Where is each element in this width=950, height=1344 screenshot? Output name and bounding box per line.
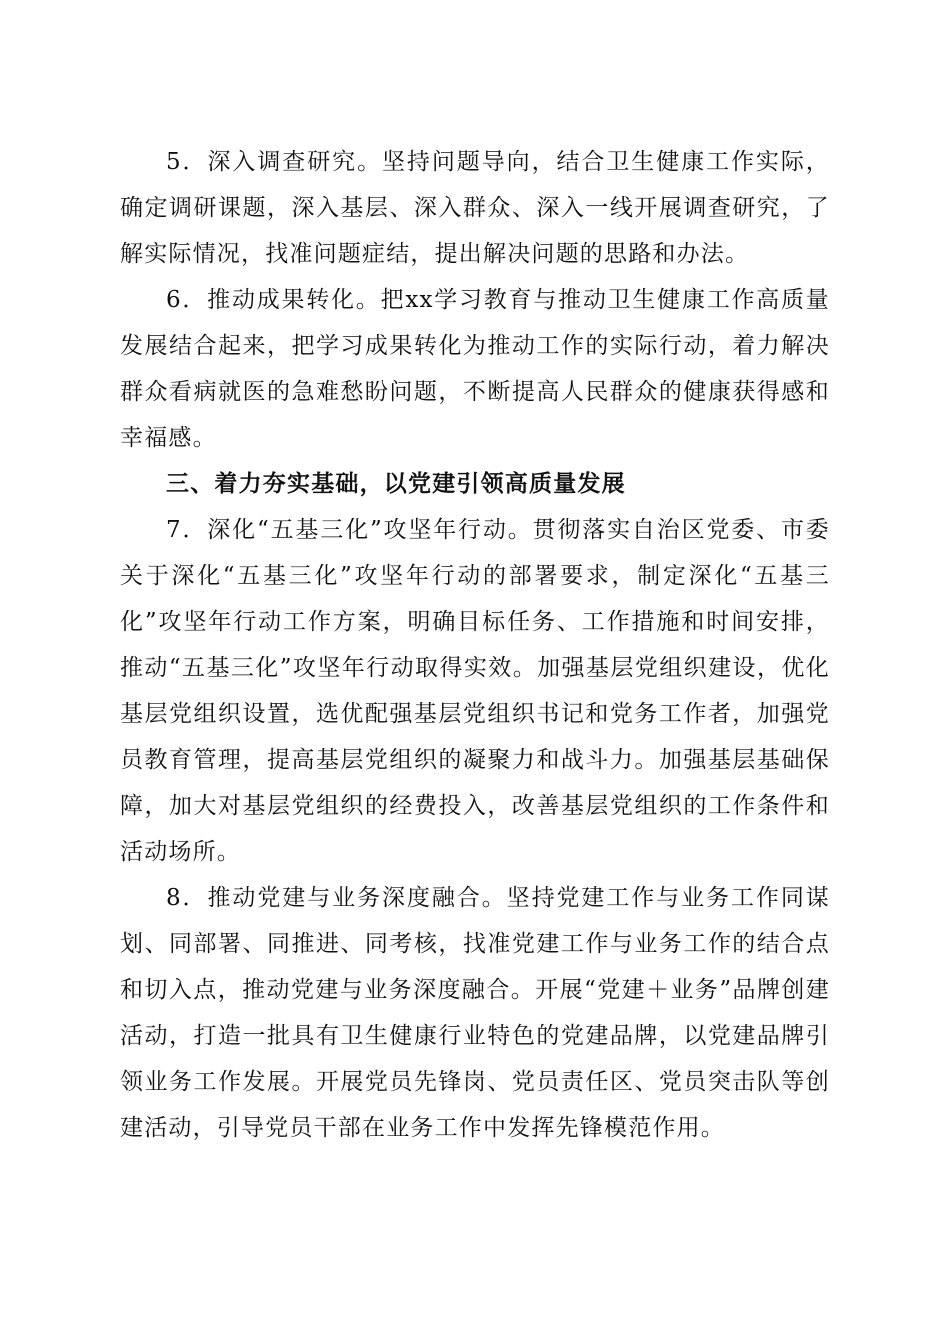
paragraph-item-5: 5．深入调查研究。坚持问题导向，结合卫生健康工作实际，确定调研课题，深入基层、深入群众、深入一线开展调查研究，了解实际情况，找准问题症结，提出解决问题的思路和办法。 [120, 149, 830, 267]
paragraph-item-6: 6．推动成果转化。把xx学习教育与推动卫生健康工作高质量发展结合起来，把学习成果转化为推动工作的实际行动，着力解决群众看病就医的急难愁盼问题，不断提高人民群众的健康获得感和幸福感。 [120, 287, 830, 451]
section-heading-3: 三、着力夯实基础，以党建引领高质量发展 [166, 471, 626, 497]
paragraph-item-8: 8．推动党建与业务深度融合。坚持党建工作与业务工作同谋划、同部署、同推进、同考核，找准党建工作与业务工作的结合点和切入点，推动党建与业务深度融合。开展“党建＋业务”品牌创建活动，打造一批具有卫生健康行业特色的党建品牌，以党建品牌引领业务工作发展。开展党员先锋岗、党员责任区、党员突击队等创建活动，引导党员干部在业务工作中发挥先锋模范作用。 [120, 885, 830, 1141]
paragraph-item-7: 7．深化“五基三化”攻坚年行动。贯彻落实自治区党委、市委关于深化“五基三化”攻坚年行动的部署要求，制定深化“五基三化”攻坚年行动工作方案，明确目标任务、工作措施和时间安排，推动“五基三化”攻坚年行动取得实效。加强基层党组织建设，优化基层党组织设置，选优配强基层党组织书记和党务工作者，加强党员教育管理，提高基层党组织的凝聚力和战斗力。加强基层基础保障，加大对基层党组织的经费投入，改善基层党组织的工作条件和活动场所。 [120, 517, 830, 865]
document-body [120, 139, 830, 1151]
